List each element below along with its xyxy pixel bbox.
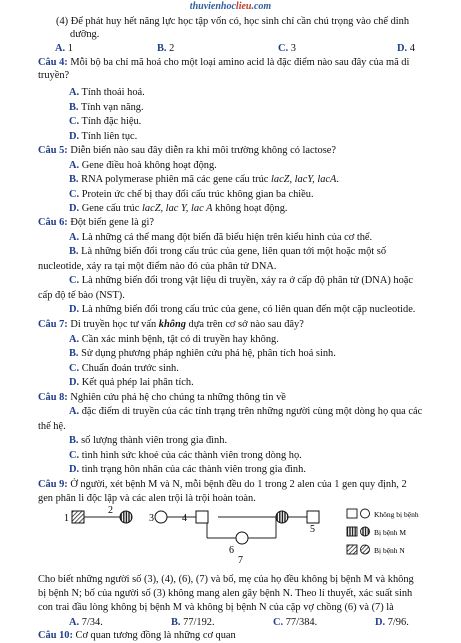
q7-option-b: B. Sử dụng phương pháp nghiên cứu phả hệ, phân tích hoá sinh. (69, 348, 336, 359)
q3-option-b: B. 2 (157, 43, 175, 54)
q9-stem-cont: gen phân li độc lập và các alen trội là trội hoàn toàn. (38, 493, 256, 504)
legend-disease-n-circle (361, 545, 370, 554)
individual-3-female (155, 511, 167, 523)
legend-disease-m-square (347, 527, 357, 536)
pedigree-diagram (58, 505, 438, 565)
q3-option-c: C. 3 (278, 43, 296, 54)
q8-option-b: B. số lượng thành viên trong gia đình. (69, 435, 228, 446)
label-3: 3 (149, 513, 154, 524)
q9-option-c: C. 77/384. (273, 617, 318, 628)
q6-stem: Câu 6: Đột biến gene là gì? (38, 217, 155, 228)
q3-statement-4-line2: dưỡng. (70, 29, 100, 40)
q5-option-d: D. Gene cấu trúc lacZ, lac Y, lac A không hoạt động. (69, 203, 288, 214)
label-7: 7 (238, 555, 243, 565)
q9-option-b: B. 77/192. (171, 617, 215, 628)
q9-body-line2: bị bệnh N; bố của người số (3) không mang alen gây bệnh N. Theo lí thuyết, xác suất sinh (38, 588, 413, 599)
q3-option-d: D. 4 (397, 43, 415, 54)
q7-option-c: C. Chuẩn đoán trước sinh. (69, 363, 179, 374)
label-2: 2 (108, 505, 113, 516)
q7-option-a: A. Cần xác minh bệnh, tật có di truyền hay không. (69, 334, 279, 345)
legend-disease-m-circle (361, 527, 370, 536)
q8-option-a: A. đặc điểm di truyền của các tính trạng trên những người cùng một dòng họ qua các (69, 406, 423, 417)
individual-2-female-disease-m (120, 511, 132, 523)
q10-stem: Câu 10: Cơ quan tương đồng là những cơ quan (38, 630, 236, 641)
q6-option-c-cont: cấp độ tế bào (NST). (38, 290, 125, 301)
q6-option-b: B. Là những biến đổi trong cấu trúc của gene, liên quan tới một hoặc một số (69, 246, 387, 257)
q6-option-a: A. Là những cá thể mang đột biến đã biểu hiện trên kiểu hình của cơ thể. (69, 232, 373, 243)
individual-5-male (307, 511, 319, 523)
legend-disease-n-square (347, 545, 357, 554)
q5-stem: Câu 5: Diễn biến nào sau đây diễn ra khi môi trường không có lactose? (38, 145, 336, 156)
q9-option-a: A. 7/34. (69, 617, 103, 628)
label-5: 5 (310, 524, 315, 535)
individual-6-female (236, 532, 248, 544)
q4-option-c: C. Tính đặc hiệu. (69, 116, 142, 127)
label-6: 6 (229, 545, 234, 556)
q9-body-line1: Cho biết những người số (3), (4), (6), (7) và bố, mẹ của họ đều không bị bệnh M và không (38, 574, 414, 585)
label-1: 1 (64, 513, 69, 524)
q8-option-c: C. tình hình sức khoẻ của các thành viên trong dòng họ. (69, 450, 302, 461)
q5-option-c: C. Protein ức chế bị thay đổi cấu trúc không gian ba chiều. (69, 189, 314, 200)
individual-1-male-disease-n (72, 511, 84, 523)
q7-stem: Câu 7: Di truyền học tư vấn không dựa trên cơ sở nào sau đây? (38, 319, 304, 330)
watermark: thuvienhoclieu.com (189, 1, 272, 12)
label-4: 4 (182, 513, 187, 524)
legend-unaffected-square (347, 509, 357, 518)
legend-disease-m-label: Bị bệnh M (374, 528, 407, 537)
q4-stem-cont: truyền? (38, 70, 70, 81)
individual-4-male (196, 511, 208, 523)
q4-option-d: D. Tính liên tục. (69, 131, 138, 142)
q5-option-a: A. Gene điều hoà không hoạt động. (69, 160, 217, 171)
q4-option-b: B. Tính vạn năng. (69, 102, 144, 113)
individual-female-disease-m (276, 511, 288, 523)
q4-option-a: A. Tính thoái hoá. (69, 87, 145, 98)
q5-option-b: B. RNA polymerase phiên mã các gene cấu trúc lacZ, lacY, lacA. (69, 174, 340, 185)
q9-stem: Câu 9: Ở người, xét bệnh M và N, mỗi bệnh đều do 1 trong 2 alen của 1 gen quy định, 2 (38, 479, 407, 490)
q6-option-b-cont: nucleotide, xảy ra tại một điểm nào đó của phân tử DNA. (38, 261, 277, 272)
q9-body-line3: con trai đầu lòng không bị bệnh M và không bị bệnh N của cặp vợ chồng (6) và (7) là (38, 602, 394, 613)
legend-unaffected-circle (361, 509, 370, 518)
q9-option-d: D. 7/96. (375, 617, 409, 628)
q7-option-d: D. Kết quả phép lai phân tích. (69, 377, 194, 388)
legend-disease-n-label: Bị bệnh N (374, 546, 405, 555)
q3-option-a: A. 1 (55, 43, 73, 54)
legend-unaffected-label: Không bị bệnh (374, 510, 419, 519)
q8-stem: Câu 8: Nghiên cứu phả hệ cho chúng ta những thông tin về (38, 392, 286, 403)
q4-stem: Câu 4: Mỗi bộ ba chỉ mã hoá cho một loại amino acid là đặc điểm nào sau đây của mã di (38, 57, 410, 68)
q8-option-d: D. tình trạng hôn nhân của các thành viên trong gia đình. (69, 464, 306, 475)
q8-option-a-cont: thế hệ. (38, 421, 66, 432)
q6-option-c: C. Là những biến đổi trong vật liệu di truyền, xảy ra ở cấp độ phân tử (DNA) hoặc (69, 275, 413, 286)
q6-option-d: D. Là những biến đổi trong cấu trúc của gene, có liên quan đến một cặp nucleotide. (69, 304, 416, 315)
q3-statement-4-line1: (4) Để phát huy hết năng lực học tập vốn có, học sinh chỉ cần chú trọng vào chế dinh (56, 16, 410, 27)
